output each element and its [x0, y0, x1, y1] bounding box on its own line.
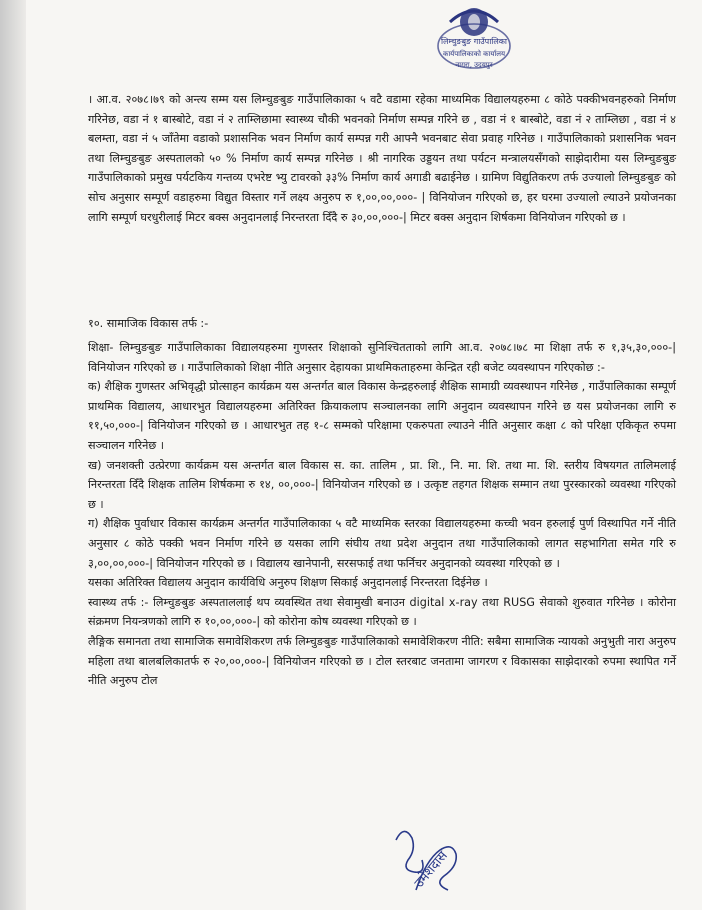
svg-text:कार्यपालिकाको कार्यालय: कार्यपालिकाको कार्यालय [442, 50, 506, 58]
svg-text:नागरा, उदयपुर: नागरा, उदयपुर [455, 61, 493, 69]
item-ga-paragraph: ग) शैक्षिक पुर्वाधार विकास कार्यक्रम अन्तर्गत गाउँपालिकाका ५ वटै माध्यमिक स्तरका विद्यालयहरुमा कच्ची भवन हरुलाई पुर्ण विस्थापित गर्ने नीति अनुसार ८ कोठे पक्की भवन निर्माण गरिने छ यसका लागि संघीय तथा प्रदेश अनुदान तथा गाउँपालिकाको लागत सहभागिता समेत गरि रु ३,००,००,०००-| विनियोजन गरिएको छ । विद्यालय खानेपानी, सरसफाई तथा फर्निचर अनुदानको व्यवस्था गरिएको छ । [88, 517, 676, 570]
item-kha-paragraph: ख) जनशक्ती उत्प्रेरणा कार्यक्रम यस अन्तर्गत बाल विकास स. का. तालिम , प्रा. शि., नि. मा. शि. तथा मा. शि. स्तरीय विषयगत तालिमलाई निरन्तरता दिँदै शिक्षक तालिम शिर्षकमा रु १४, ००,०००-| विनियोजन गरिएको छ । उत्कृष्ट तहगत शिक्षक सम्मान तथा पुरस्कारको व्यवस्था गरिएको छ । [88, 458, 676, 511]
additional-grant-paragraph: यसका अतिरिक्त विद्यालय अनुदान कार्यविधि अनुरुप शिक्षण सिकाई अनुदानलाई निरन्तरता दिईनेछ । [88, 576, 488, 590]
office-stamp [432, 4, 516, 84]
gender-equality-paragraph: लैङ्गिक समानता तथा सामाजिक समावेशिकरण तर्फ लिम्चुङबुङ गाउँपालिकाको समावेशिकरण नीति: सबैमा सामाजिक न्यायको अनुभुती नारा अनुरुप महिला तथा बालबलिकातर्फ रु २०,००,०००-| विनियोजन गरिएको छ । टोल स्तरबाट जनतामा जागरण र विकासका साझेदारको रुपमा स्थापित गर्ने नीति अनुरुप टोल [88, 634, 676, 688]
document-body [88, 90, 676, 691]
education-paragraph: शिक्षा- लिम्चुङबुङ गाउँपालिकाका विद्यालयहरुमा गुणस्तर शिक्षाको सुनिश्चितताको लागि आ.व. २०७८।७८ मा शिक्षा तर्फ रु १,३५,३०,०००-| विनियोजन गरिएको छ । गाउँपालिकाको शिक्षा नीति अनुसार देहायका प्राथमिकताहरुमा केन्द्रित रही बजेट व्यवस्थापन गरिएकोछ :- [88, 341, 676, 374]
handwritten-signature [386, 820, 470, 904]
svg-text:उमेशदास: उमेशदास [411, 848, 451, 891]
svg-text:लिम्चुङबुङ गाउँपालिका: लिम्चुङबुङ गाउँपालिका [441, 37, 507, 46]
health-paragraph: स्वास्थ्य तर्फ :- लिम्चुङबुङ अस्पताललाई थप व्यवस्थित तथा सेवामुखी बनाउन digital x-ray तथा RUSG सेवाको शुरुवात गरिनेछ । कोरोना संक्रमण नियन्त्रणको लागि रु १०,००,०००-| को कोरोना कोष व्यवस्था गरिएको छ । [88, 595, 676, 629]
intro-paragraph: । आ.व. २०७८।७९ को अन्त्य सम्म यस लिम्चुङबुङ गाउँपालिकाका ५ वटै वडामा रहेका माध्यमिक विद्यालयहरुमा ८ कोठे पक्कीभवनहरुको निर्माण गरिनेछ, वडा नं १ बास्बोटे, वडा नं २ ताम्लिछामा स्वास्थ्य चौकी भवनको निर्माण सम्पन्न गरिने छ , वडा नं १ बास्बोटे, वडा नं २ ताम्लिछा , वडा नं ४ बलम्ता, वडा नं ५ जाँतेमा वडाको प्रशासनिक भवन निर्माण कार्य सम्पन्न गरी आफ्नै भवनबाट सेवा प्रवाह गरिनेछ । गाउँपालिकाको प्रशासनिक भवन तथा लिम्चुङबुङ अस्पतालको ५० % निर्माण कार्य सम्पन्न गरिनेछ । श्री नागरिक उड्डयन तथा पर्यटन मन्त्रालयसँगको साझेदारीमा यस लिम्चुङबुङ गाउँपालिकाको प्रमुख पर्यटकिय गन्तव्य एभरेष्ट भ्यु टावरको ३३% निर्माण कार्य अगाडी बढाईनेछ । ग्रामिण विद्युतिकरण तर्फ उज्यालो लिम्चुङबुङ को सोच अनुसार सम्पूर्ण वडाहरुमा विद्युत विस्तार गर्ने लक्ष्य अनुरुप रु १,००,००,०००- | विनियोजन गरिएको छ, हर घरमा उज्यालो ल्याउने प्रयोजनका लागि सम्पूर्ण घरधुरीलाई मिटर बक्स अनुदानलाई निरन्तरता दिँदै रु ३०,००,०००-| मिटर बक्स अनुदान शिर्षकमा विनियोजन गरिएको छ । [88, 93, 676, 224]
item-ka-paragraph: क) शैक्षिक गुणस्तर अभिवृद्धी प्रोत्साहन कार्यक्रम यस अन्तर्गत बाल विकास केन्द्रहरुलाई शैक्षिक सामाग्री व्यवस्थापन गरिनेछ , गाउँपालिकाका सम्पूर्ण प्राथमिक विद्यालय, आधारभुत विद्यालयहरुमा अतिरिक्त क्रियाकलाप सञ्चालनका लागि अनुदान व्यवस्थापन गरिने छ यस प्रयोजनका लागि रु ११,५०,०००-| विनियोजन गरिएको छ । आधारभुत तह १-८ सम्मको परिक्षामा एकरुपता ल्याउने नीति अनुसार कक्षा ८ को परिक्षा एकिकृत रुपमा सञ्चालन गरिनेछ । [88, 380, 676, 452]
page-edge-shadow [0, 0, 26, 910]
section-heading: १०. सामाजिक विकास तर्फ :- [88, 317, 209, 330]
